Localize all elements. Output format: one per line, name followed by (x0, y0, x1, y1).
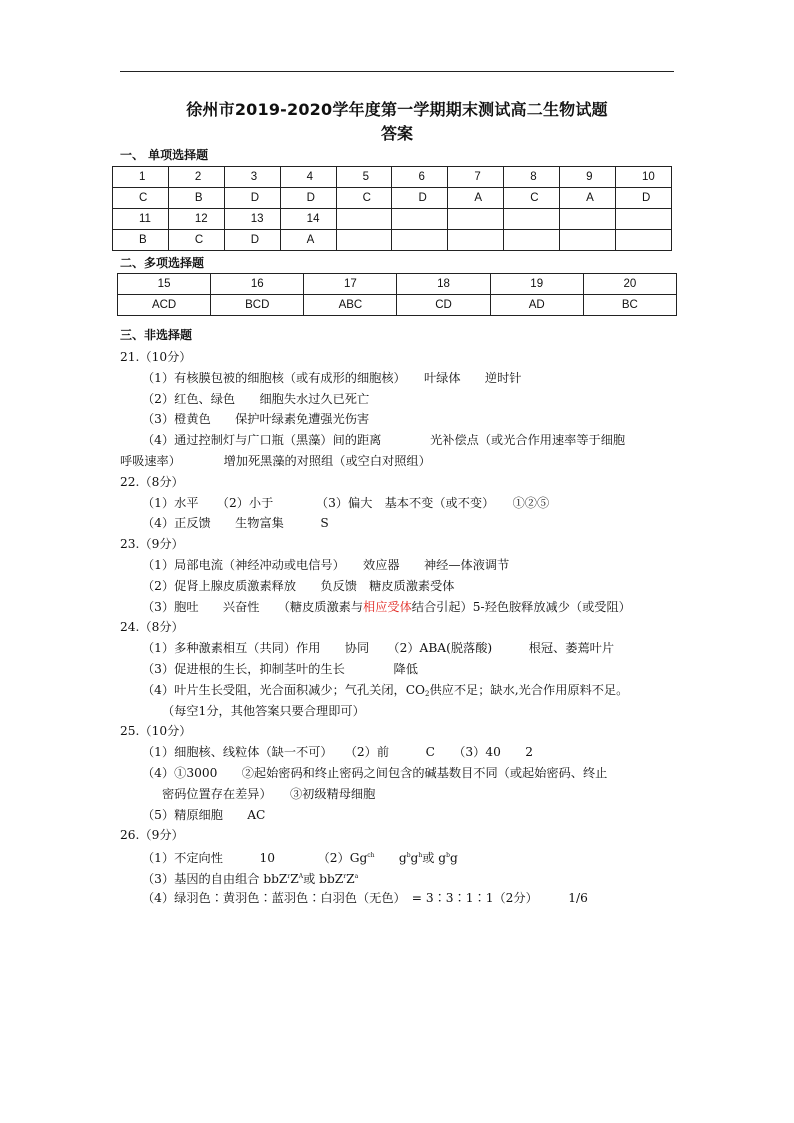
multi-choice-cell: BCD (211, 295, 304, 316)
single-choice-row (113, 230, 672, 251)
q26-l1-sup2: b (406, 852, 411, 860)
q21-line4: （4）通过控制灯与广口瓶（黑藻）间的距离 光补偿点（或光合作用速率等于细胞 (142, 433, 626, 448)
q26-line1 (120, 846, 680, 867)
q26-l1-sup1: ch (367, 852, 375, 860)
single-choice-cell: 5 (336, 167, 392, 188)
single-choice-cell: A (448, 188, 504, 209)
q23-line2: （2）促肾上腺皮质激素释放 负反馈 糖皮质激素受体 (142, 578, 455, 593)
q23-heading: 23.（9分） (120, 537, 184, 552)
single-choice-cell (336, 230, 392, 251)
q26-l3-sup2: A (298, 872, 304, 880)
q21-line3: （3）橙黄色 保护叶绿素免遭强光伤害 (142, 412, 370, 427)
single-choice-cell: D (616, 188, 672, 209)
single-choice-cell (504, 209, 560, 230)
single-choice-row (113, 209, 672, 230)
multi-choice-cell: 20 (583, 274, 676, 295)
single-choice-cell: 3 (224, 167, 280, 188)
q24-line3-part-b: 供应不足；缺水,光合作用原料不足。 (429, 682, 629, 697)
q26-l1-sup3: h (418, 852, 423, 860)
single-choice-cell: D (224, 230, 280, 251)
single-choice-cell: A (280, 230, 336, 251)
multi-choice-cell: CD (397, 295, 490, 316)
multi-choice-cell: 19 (490, 274, 583, 295)
q24-line2: （3）促进根的生长，抑制茎叶的生长 降低 (142, 661, 418, 676)
q26-l1-b: g (374, 851, 407, 866)
single-choice-cell: 9 (560, 167, 616, 188)
q21-heading: 21.（10分） (120, 350, 192, 364)
multi-choice-cell: 16 (211, 274, 304, 295)
q26-l1-d: 或 g (422, 851, 447, 866)
page-subtitle: 答案 (380, 124, 413, 143)
single-choice-cell: C (168, 230, 224, 251)
single-choice-table (112, 166, 672, 251)
q25-line2: （4）①3000 ②起始密码和终止密码之间包含的碱基数目不同（或起始密码、终止 (142, 765, 608, 780)
single-choice-cell (392, 209, 448, 230)
single-choice-cell (336, 209, 392, 230)
single-choice-row (113, 188, 672, 209)
q22-line1: （1）水平 （2）小于 （3）偏大 基本不变（或不变） ①②⑤ (142, 495, 550, 510)
q26-l1-e: g (449, 851, 458, 866)
q25-heading: 25.（10分） (120, 724, 192, 739)
section3-heading: 三、非选择题 (120, 328, 193, 342)
co2-subscript: 2 (425, 689, 430, 698)
single-choice-cell: 14 (280, 209, 336, 230)
multi-choice-cell: ABC (304, 295, 397, 316)
single-choice-cell: 1 (113, 167, 169, 188)
q25-line1: （1）细胞核、线粒体（缺一不可） （2）前 C （3）40 2 (142, 745, 533, 760)
q23-line1: （1）局部电流（神经冲动或电信号） 效应器 神经—体液调节 (142, 557, 510, 572)
q23-highlight-red: 相应受体 (363, 599, 412, 614)
page-title: 徐州市2019-2020学年度第一学期期末测试高二生物试题 (186, 100, 608, 119)
single-choice-cell: D (280, 188, 336, 209)
single-choice-cell (616, 209, 672, 230)
single-choice-cell (560, 209, 616, 230)
top-rule (120, 71, 674, 72)
single-choice-cell: A (560, 188, 616, 209)
q26-l3-a: （3）基因的自由组合 bbZ (142, 871, 288, 886)
single-choice-cell: 10 (616, 167, 672, 188)
q25-line3: 密码位置存在差异） ③初级精母细胞 (162, 786, 376, 801)
single-choice-cell: 4 (280, 167, 336, 188)
single-choice-cell: 11 (113, 209, 169, 230)
section2-heading: 二、多项选择题 (120, 256, 205, 270)
q26-line3 (120, 867, 680, 888)
single-choice-cell: 6 (392, 167, 448, 188)
single-choice-cell: D (224, 188, 280, 209)
single-choice-cell (560, 230, 616, 251)
single-choice-cell (504, 230, 560, 251)
q26-l1-c: g (410, 851, 419, 866)
q24-line1: （1）多种激素相互（共同）作用 协同 （2）ABA(脱落酸) 根冠、萎蔫叶片 (142, 641, 615, 656)
q26-l1-a: （1）不定向性 10 （2）Gg (142, 851, 368, 866)
single-choice-cell (448, 209, 504, 230)
multi-choice-cell: AD (490, 295, 583, 316)
multi-choice-cell: BC (583, 295, 676, 316)
q26-l3-sup1: r (287, 872, 291, 880)
q26-l3-b: Z (290, 871, 299, 886)
single-choice-cell (616, 230, 672, 251)
non-choice-answers (120, 347, 680, 909)
single-choice-cell: C (504, 188, 560, 209)
multi-choice-cell: 17 (304, 274, 397, 295)
single-choice-cell: 12 (168, 209, 224, 230)
q23-line3 (120, 597, 680, 618)
q22-line2: （4）正反馈 生物富集 S (142, 516, 329, 531)
multi-choice-row (118, 274, 677, 295)
q26-line4: （4）绿羽色∶黄羽色∶蓝羽色∶白羽色（无色） = 3∶3∶1∶1（2分） 1/6 (142, 890, 588, 905)
single-choice-cell (392, 230, 448, 251)
q24-line3 (120, 680, 680, 701)
q24-line4: （每空1分，其他答案只要合理即可） (162, 703, 365, 718)
q26-l3-sup4: a (354, 872, 359, 880)
single-choice-cell: 2 (168, 167, 224, 188)
q26-l3-d: Z (346, 871, 355, 886)
q26-heading: 26.（9分） (120, 828, 184, 843)
multi-choice-cell: 15 (118, 274, 211, 295)
q21-line5: 呼吸速率） 增加死黑藻的对照组（或空白对照组） (120, 453, 431, 468)
q23-line3-part-a: （3）胞吐 兴奋性 （糖皮质激素与 (142, 599, 364, 614)
single-choice-cell: 8 (504, 167, 560, 188)
single-choice-row (113, 167, 672, 188)
single-choice-cell: B (113, 230, 169, 251)
q21-line1: （1）有核膜包被的细胞核（或有成形的细胞核） 叶绿体 逆时针 (142, 370, 522, 385)
q26-l1-sup4: b (446, 852, 450, 860)
q23-line3-part-b: 结合引起）5-羟色胺释放减少（或受阻） (411, 599, 631, 614)
single-choice-cell (448, 230, 504, 251)
q26-l3-c: 或 bbZ (303, 871, 344, 886)
multi-choice-cell: 18 (397, 274, 490, 295)
single-choice-cell: C (113, 188, 169, 209)
multi-choice-row (118, 295, 677, 316)
multi-choice-table (117, 273, 677, 316)
single-choice-cell: C (336, 188, 392, 209)
q24-heading: 24.（8分） (120, 620, 184, 635)
q22-heading: 22.（8分） (120, 474, 184, 489)
q26-l3-sup3: r (343, 872, 347, 880)
multi-choice-cell: ACD (118, 295, 211, 316)
q21-line2: （2）红色、绿色 细胞失水过久已死亡 (142, 391, 370, 406)
single-choice-cell: B (168, 188, 224, 209)
single-choice-cell: 13 (224, 209, 280, 230)
q25-line4: （5）精原细胞 AC (142, 807, 266, 822)
single-choice-cell: D (392, 188, 448, 209)
section1-heading: 一、 单项选择题 (120, 148, 209, 162)
q24-line3-part-a: （4）叶片生长受阻，光合面积减少；气孔关闭，CO (142, 682, 426, 697)
single-choice-cell: 7 (448, 167, 504, 188)
